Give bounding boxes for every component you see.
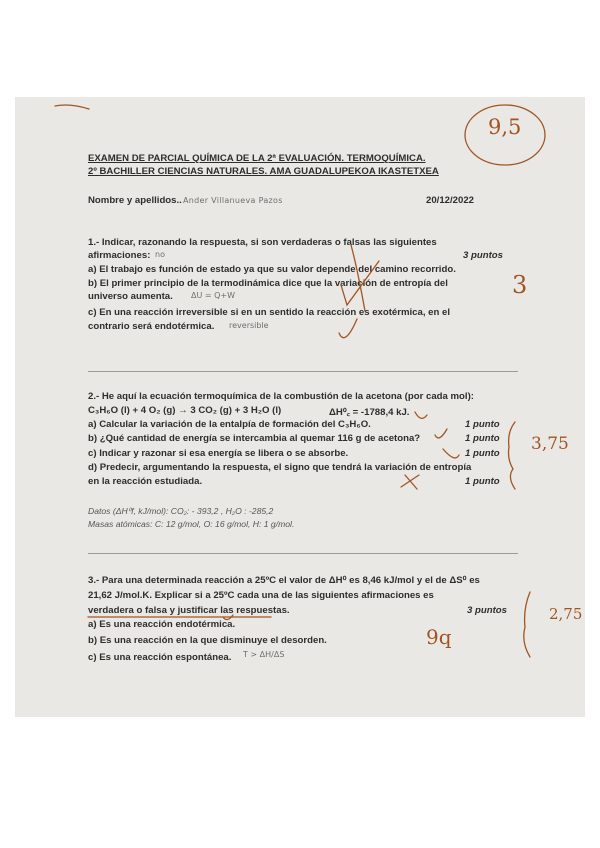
q2-item-d-line1: d) Predecir, argumentando la respuesta, el signo que tendrá la variación de entropía [88, 462, 472, 473]
q2-item-c-points: 1 punto [465, 448, 500, 459]
section-divider-2 [88, 553, 518, 554]
q2-item-a: a) Calcular la variación de la entalpía de formación del C₃H₆O. [88, 419, 371, 430]
q3-hand-note-side: 9q [426, 625, 452, 649]
q2-statement-line1: 2.- He aquí la ecuación termoquímica de la combustión de la acetona (por cada mol): [88, 391, 474, 402]
q3-item-b: b) Es una reacción en la que disminuye el desorden. [88, 635, 327, 646]
q1-hand-note-b: ΔU = Q+W [191, 291, 236, 300]
corner-pen-stroke [55, 105, 89, 109]
q1-checkmark-3 [339, 319, 357, 338]
exam-title-line2: 2º BACHILLER CIENCIAS NATURALES. AMA GUADALUPEKOA IKASTETXEA [88, 166, 439, 177]
q3-item-a: a) Es una reacción endotérmica. [88, 619, 236, 630]
q2-brace [509, 422, 516, 489]
q3-statement-line3: verdadera o falsa y justificar las respuestas. [88, 605, 290, 616]
q1-item-c-line2: contrario será endotérmica. [88, 321, 215, 332]
q3-brace [524, 592, 530, 657]
name-label: Nombre y apellidos.. [88, 195, 182, 206]
q3-item-c: c) Es una reacción espontánea. [88, 652, 232, 663]
q3-score: 2,75 [549, 605, 583, 623]
q2-checkmark-c [443, 449, 459, 458]
q2-data-atomic-masses: Masas atómicas: C: 12 g/mol, O: 16 g/mol, H: 1 g/mol. [88, 519, 295, 529]
total-grade: 9,5 [488, 115, 522, 139]
exam-title-line1: EXAMEN DE PARCIAL QUÍMICA DE LA 2ª EVALUACIÓN. TERMOQUÍMICA. [88, 153, 426, 164]
q1-points: 3 puntos [463, 250, 503, 261]
q2-checkmark-a [415, 412, 427, 418]
q2-item-d-points: 1 punto [465, 476, 500, 487]
q2-data-enthalpies: Datos (ΔH⁰f, kJ/mol): CO₂: - 393,2 , H₂O : -285,2 [88, 506, 274, 516]
q2-equation: C₃H₆O (l) + 4 O₂ (g) → 3 CO₂ (g) + 3 H₂O (l) [88, 405, 282, 416]
exam-date: 20/12/2022 [426, 195, 475, 206]
q2-score: 3,75 [531, 434, 569, 454]
q2-item-b-points: 1 punto [465, 433, 500, 444]
student-name: Ander Villanueva Pazos [183, 196, 283, 205]
q1-score: 3 [512, 271, 528, 299]
q2-item-c: c) Indicar y razonar si esa energía se libera o se absorbe. [88, 448, 349, 459]
q2-item-a-points: 1 punto [465, 419, 500, 430]
q2-enthalpy: ΔH⁰꜀ = -1788,4 kJ. [329, 407, 410, 418]
q1-statement-line2: afirmaciones: [88, 250, 151, 261]
q1-statement-line1: 1.- Indicar, razonando la respuesta, si son verdaderas o falsas las siguientes [88, 237, 437, 248]
q3-points: 3 puntos [467, 605, 507, 616]
q2-item-b: b) ¿Qué cantidad de energía se intercambia al quemar 116 g de acetona? [88, 433, 421, 444]
q3-hand-note-c: T > ΔH/ΔS [243, 650, 285, 659]
q2-checkmark-b [435, 429, 447, 438]
q2-item-d-line2: en la reacción estudiada. [88, 476, 203, 487]
q1-hand-note-c: reversible [229, 321, 269, 330]
exam-sheet [15, 97, 585, 717]
q3-statement-line1: 3.- Para una determinada reacción a 25ºC el valor de ΔH⁰ es 8,46 kJ/mol y el de ΔS⁰ es [88, 575, 480, 586]
q1-item-b-line1: b) El primer principio de la termodinámica dice que la variación de entropía del [88, 278, 448, 289]
q1-hand-note-a: no [155, 250, 165, 259]
q1-item-a: a) El trabajo es función de estado ya que su valor depende del camino recorrido. [88, 264, 456, 275]
q3-statement-line2: 21,62 J/mol.K. Explicar si a 25ºC cada una de las siguientes afirmaciones es [88, 590, 434, 601]
q2-cross-d [401, 475, 419, 489]
section-divider-1 [88, 371, 518, 372]
q1-item-b-line2: universo aumenta. [88, 291, 173, 302]
q1-item-c-line1: c) En una reacción irreversible si en un sentido la reacción es exotérmica, en el [88, 307, 451, 318]
